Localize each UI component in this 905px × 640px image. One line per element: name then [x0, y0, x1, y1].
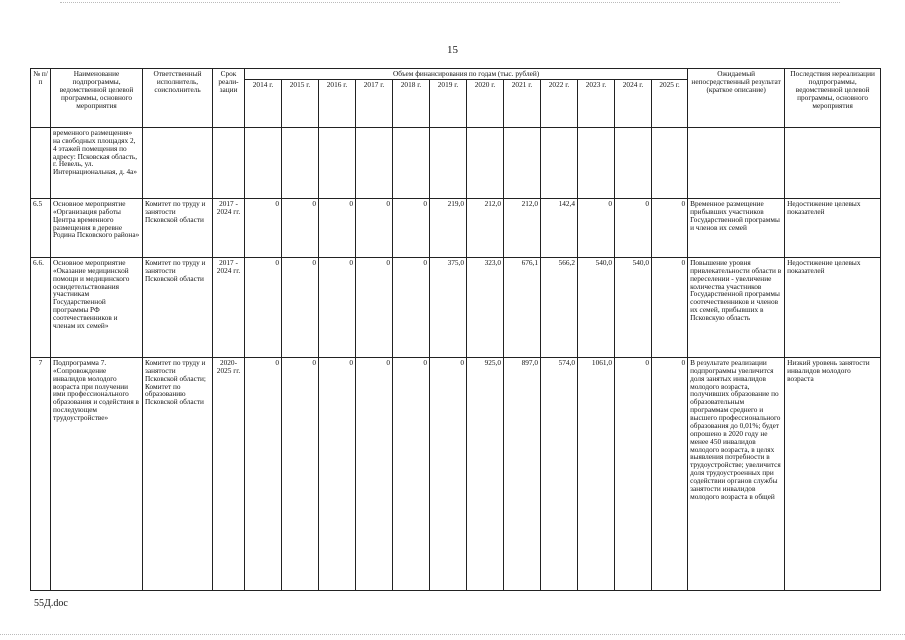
row-value: 0 — [319, 257, 356, 357]
row-value: 574,0 — [541, 357, 578, 590]
header-year: 2023 г. — [578, 79, 615, 127]
row-expected-result: В результате реализации подпрограммы увеличится доля занятых инвалидов молодого возраста, получивших образование по образовательным программам среднего и высшего профессионального образования до 0,01%; будет опрошено в 2020 году не менее 450 инвалидов молодого возраста, в целях выявления потребности в трудоустройстве; увеличится доля трудоустроенных при содействии органов службы занятости инвалидов молодого возраста в общей — [688, 357, 785, 590]
row-value: 0 — [356, 257, 393, 357]
header-year: 2017 г. — [356, 79, 393, 127]
row-value — [615, 127, 652, 198]
header-year: 2015 г. — [282, 79, 319, 127]
header-funding: Объем финансирования по годам (тыс. рублей) — [245, 69, 688, 80]
row-value — [430, 127, 467, 198]
row-term: 2020-2025 гг. — [213, 357, 245, 590]
scan-artifact-top — [60, 2, 840, 3]
row-value: 0 — [393, 357, 430, 590]
row-num: 7 — [31, 357, 51, 590]
header-name: Наименование подпрограммы, ведомственной целевой программы, основного мероприятия — [51, 69, 143, 128]
row-value: 925,0 — [467, 357, 504, 590]
row-consequences: Недостижение целевых показателей — [785, 198, 881, 257]
program-table — [30, 68, 881, 591]
header-responsible: Ответственный исполнитель, соисполнитель — [143, 69, 213, 128]
row-value: 0 — [578, 198, 615, 257]
header-year: 2021 г. — [504, 79, 541, 127]
row-value: 0 — [356, 198, 393, 257]
row-responsible: Комитет по труду и занятости Псковской области; Комитет по образованию Псковской области — [143, 357, 213, 590]
row-value: 0 — [245, 257, 282, 357]
header-num: № п/п — [31, 69, 51, 128]
row-value: 0 — [282, 198, 319, 257]
row-value — [245, 127, 282, 198]
row-value: 676,1 — [504, 257, 541, 357]
row-responsible: Комитет по труду и занятости Псковской области — [143, 257, 213, 357]
row-term: 2017 - 2024 гг. — [213, 198, 245, 257]
header-term: Срок реали-зации — [213, 69, 245, 128]
header-year: 2024 г. — [615, 79, 652, 127]
row-value: 0 — [282, 257, 319, 357]
row-consequences: Низкий уровень занятости инвалидов молодого возраста — [785, 357, 881, 590]
row-value: 323,0 — [467, 257, 504, 357]
row-value: 212,0 — [467, 198, 504, 257]
table-row — [31, 357, 881, 590]
page-number: 15 — [447, 44, 458, 56]
row-value: 0 — [319, 357, 356, 590]
row-value: 375,0 — [430, 257, 467, 357]
row-num: 6.6. — [31, 257, 51, 357]
row-value: 897,0 — [504, 357, 541, 590]
header-year: 2022 г. — [541, 79, 578, 127]
header-year: 2020 г. — [467, 79, 504, 127]
row-name: Основное мероприятие «Оказание медицинской помощи и медицинского освидетельствования участникам Государственной программы РФ соотечественников и членам их семей» — [51, 257, 143, 357]
row-value: 142,4 — [541, 198, 578, 257]
row-term: 2017 - 2024 гг. — [213, 257, 245, 357]
footer-filename: 55Д.doc — [34, 598, 68, 609]
row-responsible: Комитет по труду и занятости Псковской области — [143, 198, 213, 257]
row-expected-result: Временное размещение прибывших участников Государственной программы и членов их семей — [688, 198, 785, 257]
table-row — [31, 257, 881, 357]
row-value: 0 — [652, 257, 688, 357]
header-year: 2019 г. — [430, 79, 467, 127]
row-value: 212,0 — [504, 198, 541, 257]
row-name: Подпрограмма 7. «Сопровождение инвалидов молодого возраста при получении ими профессионального образования и содействия в последующем трудоустройстве» — [51, 357, 143, 590]
row-value: 219,0 — [430, 198, 467, 257]
row-value — [541, 127, 578, 198]
row-value — [282, 127, 319, 198]
row-value: 566,2 — [541, 257, 578, 357]
row-expected-result — [688, 127, 785, 198]
row-num: 6.5 — [31, 198, 51, 257]
row-value: 540,0 — [615, 257, 652, 357]
row-value: 0 — [615, 198, 652, 257]
row-expected-result: Повышение уровня привлекательности области в переселении - увеличение количества участников Государственной программы соотечественников и членов их семей, прибывших в Псковскую область — [688, 257, 785, 357]
header-year: 2016 г. — [319, 79, 356, 127]
row-value: 0 — [282, 357, 319, 590]
row-value — [356, 127, 393, 198]
row-value — [319, 127, 356, 198]
row-value — [652, 127, 688, 198]
row-consequences: Недостижение целевых показателей — [785, 257, 881, 357]
row-value: 0 — [319, 198, 356, 257]
row-value: 0 — [652, 357, 688, 590]
header-consequences: Последствия нереализации подпрограммы, ведомственной целевой программы, основного мероприятия — [785, 69, 881, 128]
row-value: 0 — [393, 257, 430, 357]
row-value — [467, 127, 504, 198]
row-term — [213, 127, 245, 198]
row-value: 0 — [615, 357, 652, 590]
row-value: 0 — [393, 198, 430, 257]
table-row — [31, 198, 881, 257]
row-consequences — [785, 127, 881, 198]
row-name: Основное мероприятие «Организация работы Центра временного размещения в деревне Родина Псковского района» — [51, 198, 143, 257]
row-value — [504, 127, 541, 198]
row-value: 1061,0 — [578, 357, 615, 590]
row-responsible — [143, 127, 213, 198]
row-value: 540,0 — [578, 257, 615, 357]
table-row — [31, 127, 881, 198]
row-value: 0 — [356, 357, 393, 590]
row-name: временного размещения» на свободных площадях 2, 4 этажей помещения по адресу: Псковская область, г. Невель, ул. Интернациональная, д. 4а» — [51, 127, 143, 198]
row-value: 0 — [245, 198, 282, 257]
scan-artifact-bottom — [0, 634, 905, 635]
row-value: 0 — [245, 357, 282, 590]
row-num — [31, 127, 51, 198]
header-expected-result: Ожидаемый непосредственный результат (краткое описание) — [688, 69, 785, 128]
row-value — [578, 127, 615, 198]
header-year: 2025 г. — [652, 79, 688, 127]
row-value: 0 — [430, 357, 467, 590]
header-year: 2018 г. — [393, 79, 430, 127]
header-year: 2014 г. — [245, 79, 282, 127]
row-value: 0 — [652, 198, 688, 257]
row-value — [393, 127, 430, 198]
